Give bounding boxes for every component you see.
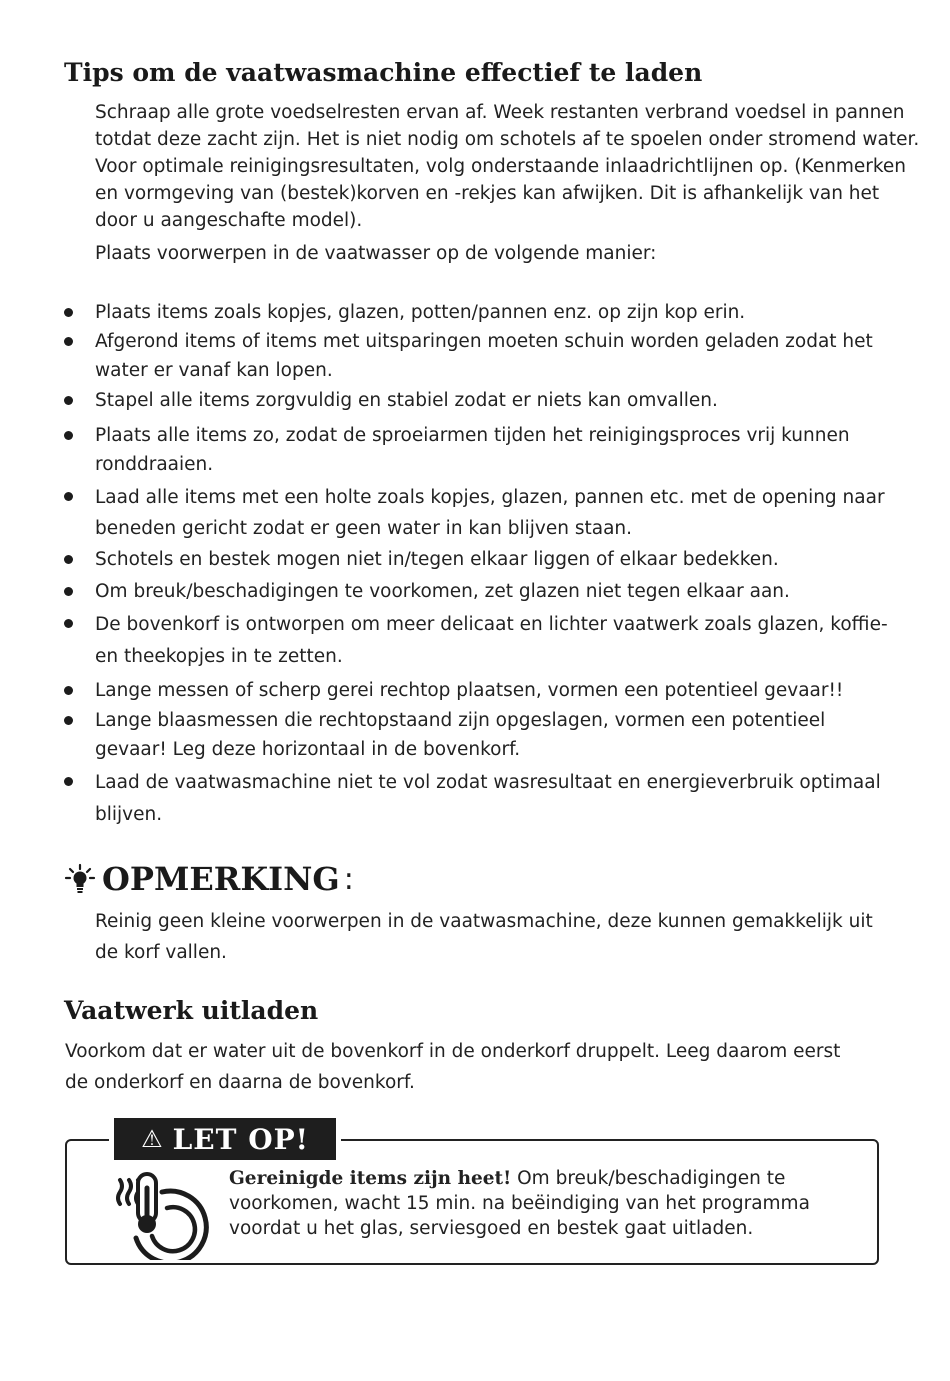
list-item: Afgerond items of items met uitsparingen moeten schuin worden geladen zodat het water er vanaf kan lopen.: [64, 327, 894, 385]
note-heading: [64, 860, 354, 898]
list-item: Laad de vaatwasmachine niet te vol zodat wasresultaat en energieverbruik optimaal blijven.: [64, 767, 894, 831]
note-title-colon: :: [343, 861, 354, 897]
bullet-icon: [64, 337, 73, 346]
placement-instruction: Plaats voorwerpen in de vaatwasser op de volgende manier:: [95, 243, 657, 264]
note-text: Reinig geen kleine voorwerpen in de vaatwasmachine, deze kunnen gemakkelijk uit de korf vallen.: [95, 911, 873, 963]
bullet-icon: [64, 777, 73, 786]
bullet-icon: [64, 396, 73, 405]
list-item: Om breuk/beschadigingen te voorkomen, zet glazen niet tegen elkaar aan.: [64, 577, 894, 606]
bullet-icon: [64, 619, 73, 628]
list-item: Plaats items zoals kopjes, glazen, potten/pannen enz. op zijn kop erin.: [64, 298, 894, 327]
intro-paragraph: Schraap alle grote voedselresten ervan af. Week restanten verbrand voedsel in pannen totdat deze zacht zijn. Het is niet nodig om schotels af te spoelen onder stromend water. Voor optimale reinigingsresultaten, volg onderstaande inlaadrichtlijnen op. (Kenmerken en vormgeving van (bestek)korven en -rekjes kan afwijken. Dit is afhankelijk van het door u aangeschafte model).: [95, 102, 920, 231]
bullet-icon: [64, 716, 73, 725]
list-item: De bovenkorf is ontworpen om meer delicaat en lichter vaatwerk zoals glazen, koffie- en theekopjes in te zetten.: [64, 609, 894, 673]
warning-label: [109, 1113, 341, 1165]
list-item: Schotels en bestek mogen niet in/tegen elkaar liggen of elkaar bedekken.: [64, 545, 894, 574]
bullet-icon: [64, 431, 73, 440]
warning-title: LET OP!: [172, 1122, 309, 1156]
unloading-paragraph: Voorkom dat er water uit de bovenkorf in de onderkorf druppelt. Leeg daarom eerst de onderkorf en daarna de bovenkorf.: [65, 1041, 841, 1093]
lightbulb-icon: [64, 863, 96, 895]
list-item: Lange blaasmessen die rechtopstaand zijn opgeslagen, vormen een potentieel gevaar! Leg deze horizontaal in de bovenkorf.: [64, 706, 894, 764]
bullet-icon: [64, 308, 73, 317]
warning-emphasis: Gereinigde items zijn heet!: [229, 1168, 512, 1189]
list-item: Laad alle items met een holte zoals kopjes, glazen, pannen etc. met de opening naar beneden gericht zodat er geen water in kan blijven staan.: [64, 482, 894, 544]
list-item: Stapel alle items zorgvuldig en stabiel zodat er niets kan omvallen.: [64, 386, 894, 415]
list-item: Plaats alle items zo, zodat de sproeiarmen tijden het reinigingsproces vrij kunnen ronddraaien.: [64, 421, 894, 479]
warning-triangle-icon: ⚠: [141, 1125, 163, 1153]
warning-text: [229, 1166, 869, 1241]
warning-body: Om breuk/beschadigingen te voorkomen, wacht 15 min. na beëindiging van het programma voordat u het glas, serviesgoed en bestek gaat uitladen.: [229, 1168, 810, 1239]
bullet-icon: [64, 555, 73, 564]
hot-items-icon: [112, 1168, 212, 1260]
bullet-icon: [64, 492, 73, 501]
section-title-loading-tips: Tips om de vaatwasmachine effectief te laden: [64, 58, 703, 87]
section-title-unloading: Vaatwerk uitladen: [64, 996, 319, 1025]
bullet-icon: [64, 686, 73, 695]
bullet-icon: [64, 587, 73, 596]
note-title: OPMERKING: [102, 860, 340, 898]
list-item: Lange messen of scherp gerei rechtop plaatsen, vormen een potentieel gevaar!!: [64, 676, 894, 705]
